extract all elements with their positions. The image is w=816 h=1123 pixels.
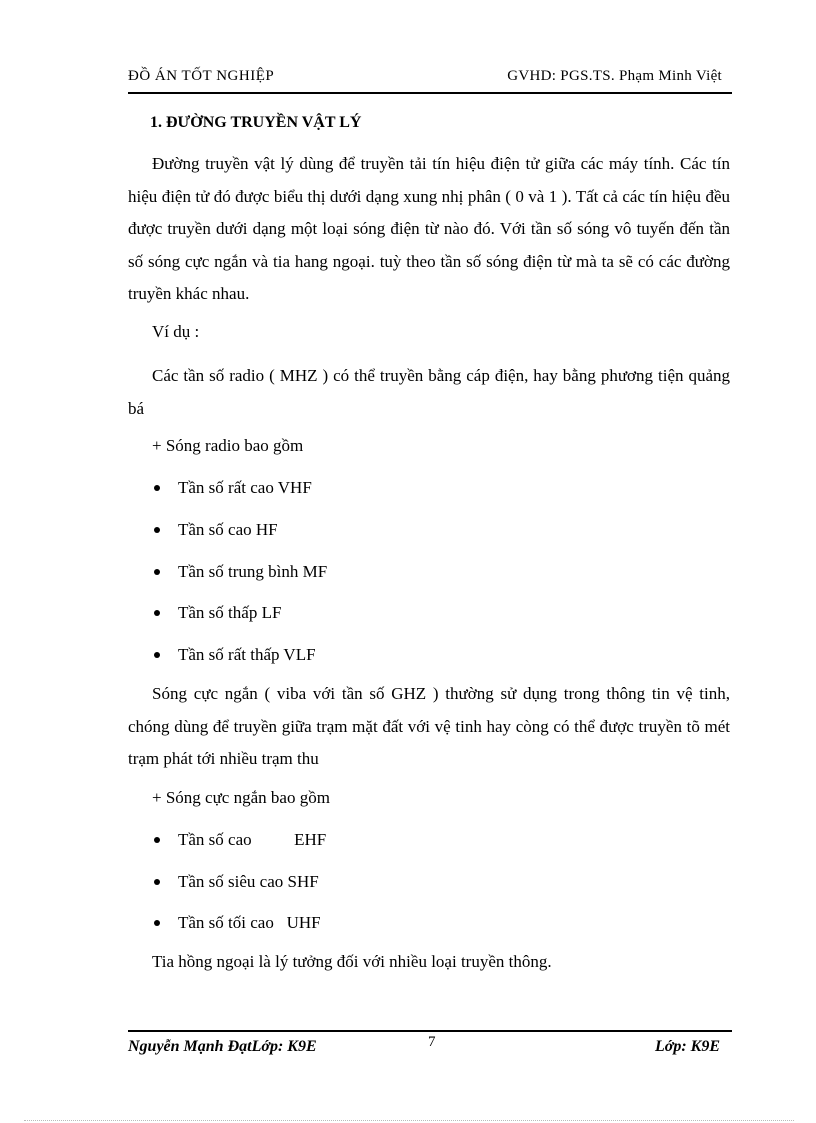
footer-class: Lớp: K9E bbox=[654, 1038, 720, 1055]
list-item-text: Tần số cao HF bbox=[178, 520, 278, 539]
bullet-icon bbox=[154, 837, 160, 843]
page-edge-divider bbox=[24, 1120, 794, 1121]
page-footer bbox=[128, 1030, 732, 1062]
bullet-icon bbox=[154, 652, 160, 658]
list-item bbox=[154, 913, 321, 933]
list-item bbox=[154, 603, 281, 623]
list-item bbox=[154, 645, 316, 665]
list-item bbox=[154, 478, 312, 498]
list-item-text: Tần số trung bình MF bbox=[178, 562, 328, 581]
list-item-text: Tần số rất cao VHF bbox=[178, 478, 312, 497]
list-item-text: Tần số cao EHF bbox=[178, 830, 327, 849]
bullet-icon bbox=[154, 610, 160, 616]
example-label: Ví dụ : bbox=[152, 322, 200, 341]
footer-author: Nguyễn Mạnh ĐạtLớp: K9E bbox=[128, 1038, 317, 1055]
list-item bbox=[154, 562, 327, 582]
paragraph-intro: Đường truyền vật lý dùng để truyền tải tín hiệu điện tử giữa các máy tính. Các tín hiệu điện tử đó được biểu thị dưới dạng xung nhị phân ( 0 và 1 ). Tất cả các tín hiệu đều được truyền dưới dạng một loại sóng điện từ nào đó. Với tần số sóng vô tuyến đến tần số sóng cực ngắn và tia hang ngoại. tuỳ theo tần số sóng điện từ mà ta sẽ có các đường truyền khác nhau. bbox=[128, 154, 730, 303]
bullet-icon bbox=[154, 569, 160, 575]
bullet-icon bbox=[154, 485, 160, 491]
bullet-icon bbox=[154, 920, 160, 926]
bullet-icon bbox=[154, 879, 160, 885]
paragraph-microwave: Sóng cực ngắn ( viba với tần số GHZ ) thường sử dụng trong thông tin vệ tinh, chóng dùng để truyền giữa trạm mặt đất với vệ tinh hay còng có thể được truyền tõ mét trạm phát tới nhiều trạm thu bbox=[128, 684, 730, 768]
list-item bbox=[154, 830, 326, 850]
list-item-text: Tần số siêu cao SHF bbox=[178, 872, 319, 891]
list-item-text: Tần số tối cao UHF bbox=[178, 913, 321, 932]
list-item bbox=[154, 872, 319, 892]
list-item bbox=[154, 520, 278, 540]
paragraph-radio: Các tần số radio ( MHZ ) có thể truyền bằng cáp điện, hay bằng phương tiện quảng bá bbox=[128, 366, 730, 418]
list-item-text: Tần số rất thấp VLF bbox=[178, 645, 316, 664]
list-item-text: Tần số thấp LF bbox=[178, 603, 282, 622]
microwave-list-heading: + Sóng cực ngắn bao gồm bbox=[152, 788, 330, 807]
section-heading: 1. ĐƯỜNG TRUYỀN VẬT LÝ bbox=[150, 114, 362, 131]
bullet-icon bbox=[154, 527, 160, 533]
page-header bbox=[128, 66, 732, 94]
paragraph-infrared: Tia hồng ngoại là lý tưởng đối với nhiều loại truyền thông. bbox=[152, 952, 552, 971]
header-supervisor: GVHD: PGS.TS. Phạm Minh Việt bbox=[507, 68, 722, 84]
header-title: ĐỒ ÁN TỐT NGHIỆP bbox=[128, 68, 275, 84]
radio-list-heading: + Sóng radio bao gồm bbox=[152, 436, 304, 455]
page-number: 7 bbox=[428, 1034, 436, 1050]
